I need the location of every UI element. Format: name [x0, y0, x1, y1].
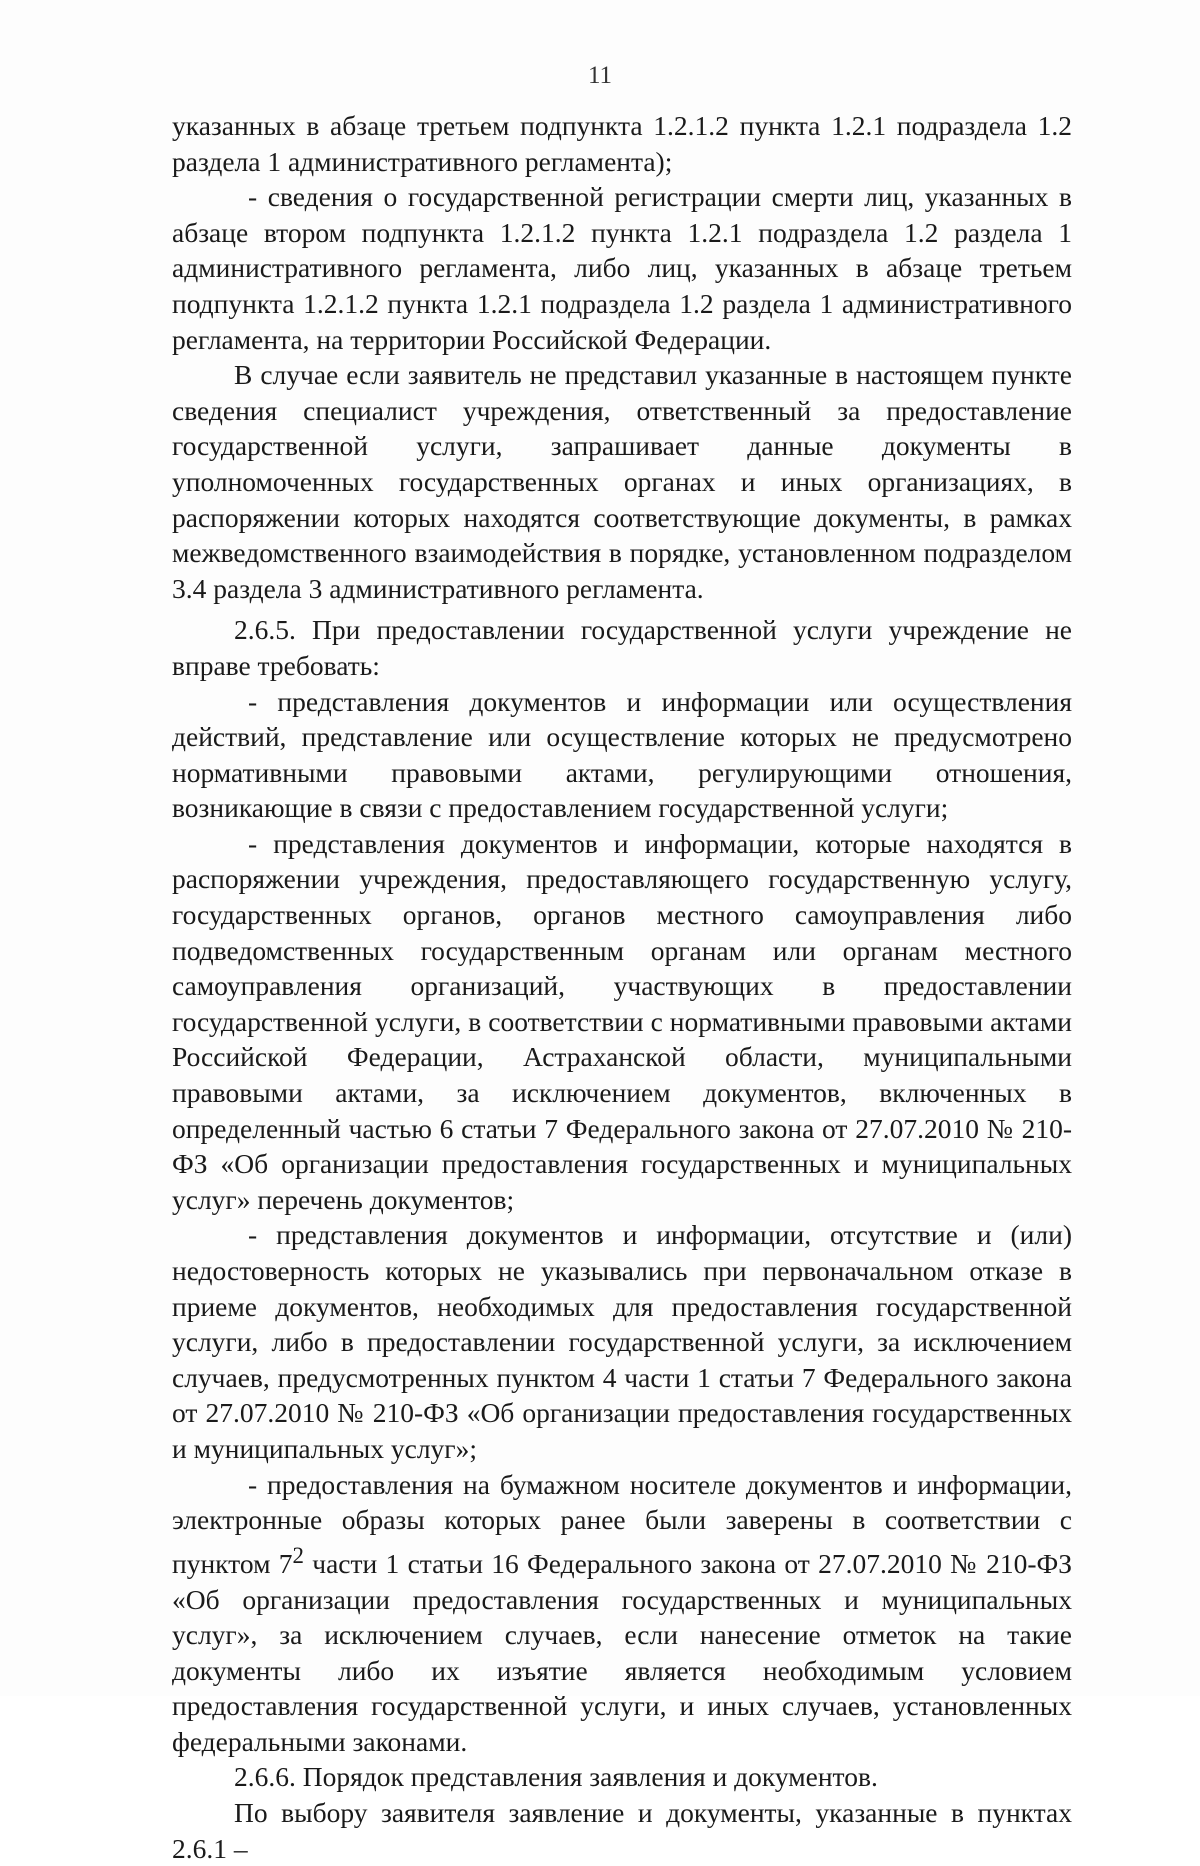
- superscript-marker: 2: [292, 1542, 304, 1568]
- list-item-paper-documents: [172, 1467, 1072, 1760]
- clause-2-6-6: 2.6.6. Порядок представления заявления и документов.: [234, 1761, 878, 1793]
- paragraph-interagency-request: В случае если заявитель не представил указанные в настоящем пункте сведения специалист учреждения, ответственный за предоставление государственной услуги, запрашивает данные документы в уполномоченных государственных органах и иных организациях, в распоряжении которых находятся соответствующие документы, в рамках межведомственного взаимодействия в порядке, установленном подразделом 3.4 раздела 3 административного регламента.: [172, 359, 1072, 604]
- list-item-actions-not-required: - представления документов и информации или осуществления действий, представление или осуществление которых не предусмотрено нормативными правовыми актами, регулирующими отношения, возникающие в связи с предоставлением государственной услуги;: [172, 685, 1072, 824]
- page-number: 11: [587, 62, 613, 89]
- paper-documents-text-end: части 1 статьи 16 Федерального закона от 27.07.2010 № 210-ФЗ «Об организации предоставления государственных и муниципальных услуг», за исключением случаев, если нанесение отметок на такие документы либо их изъятие является необходимым условием предоставления государственной услуги, и иных случаев, установленных федеральными законами.: [172, 1547, 1072, 1757]
- paper-documents-text-start: - предоставления на бумажном носителе документов и информации, электронные образы которых ранее были заверены в соответствии с пунктом 7: [172, 1468, 1072, 1579]
- paragraph-submission-choice: По выбору заявителя заявление и документы, указанные в пунктах 2.6.1 –: [172, 1797, 1072, 1864]
- document-body: [172, 108, 1072, 1866]
- list-item-documents-in-possession: - представления документов и информации, которые находятся в распоряжении учреждения, предоставляющего государственную услугу, государственных органов, органов местного самоуправления либо подведомственных государственным органам или органам местного самоуправления организаций, участвующих в предоставлении государственной услуги, в соответствии с нормативными правовыми актами Российской Федерации, Астраханской области, муниципальными правовыми актами, за исключением документов, включенных в определенный частью 6 статьи 7 Федерального закона от 27.07.2010 № 210-ФЗ «Об организации предоставления государственных и муниципальных услуг» перечень документов;: [172, 827, 1072, 1215]
- clause-2-6-5: 2.6.5. При предоставлении государственной услуги учреждение не вправе требовать:: [172, 614, 1072, 681]
- list-item-death-registration: - сведения о государственной регистрации смерти лиц, указанных в абзаце втором подпункта 1.2.1.2 пункта 1.2.1 подраздела 1.2 раздела 1 административного регламента, либо лиц, указанных в абзаце третьем подпункта 1.2.1.2 пункта 1.2.1 подраздела 1.2 раздела 1 административного регламента, на территории Российской Федерации.: [172, 181, 1072, 355]
- paragraph-continuation: указанных в абзаце третьем подпункта 1.2.1.2 пункта 1.2.1 подраздела 1.2 раздела 1 административного регламента);: [172, 110, 1072, 177]
- list-item-missing-documents: - представления документов и информации, отсутствие и (или) недостоверность которых не указывались при первоначальном отказе в приеме документов, необходимых для предоставления государственной услуги, либо в предоставлении государственной услуги, за исключением случаев, предусмотренных пунктом 4 части 1 статьи 7 Федерального закона от 27.07.2010 № 210-ФЗ «Об организации предоставления государственных и муниципальных услуг»;: [172, 1219, 1072, 1464]
